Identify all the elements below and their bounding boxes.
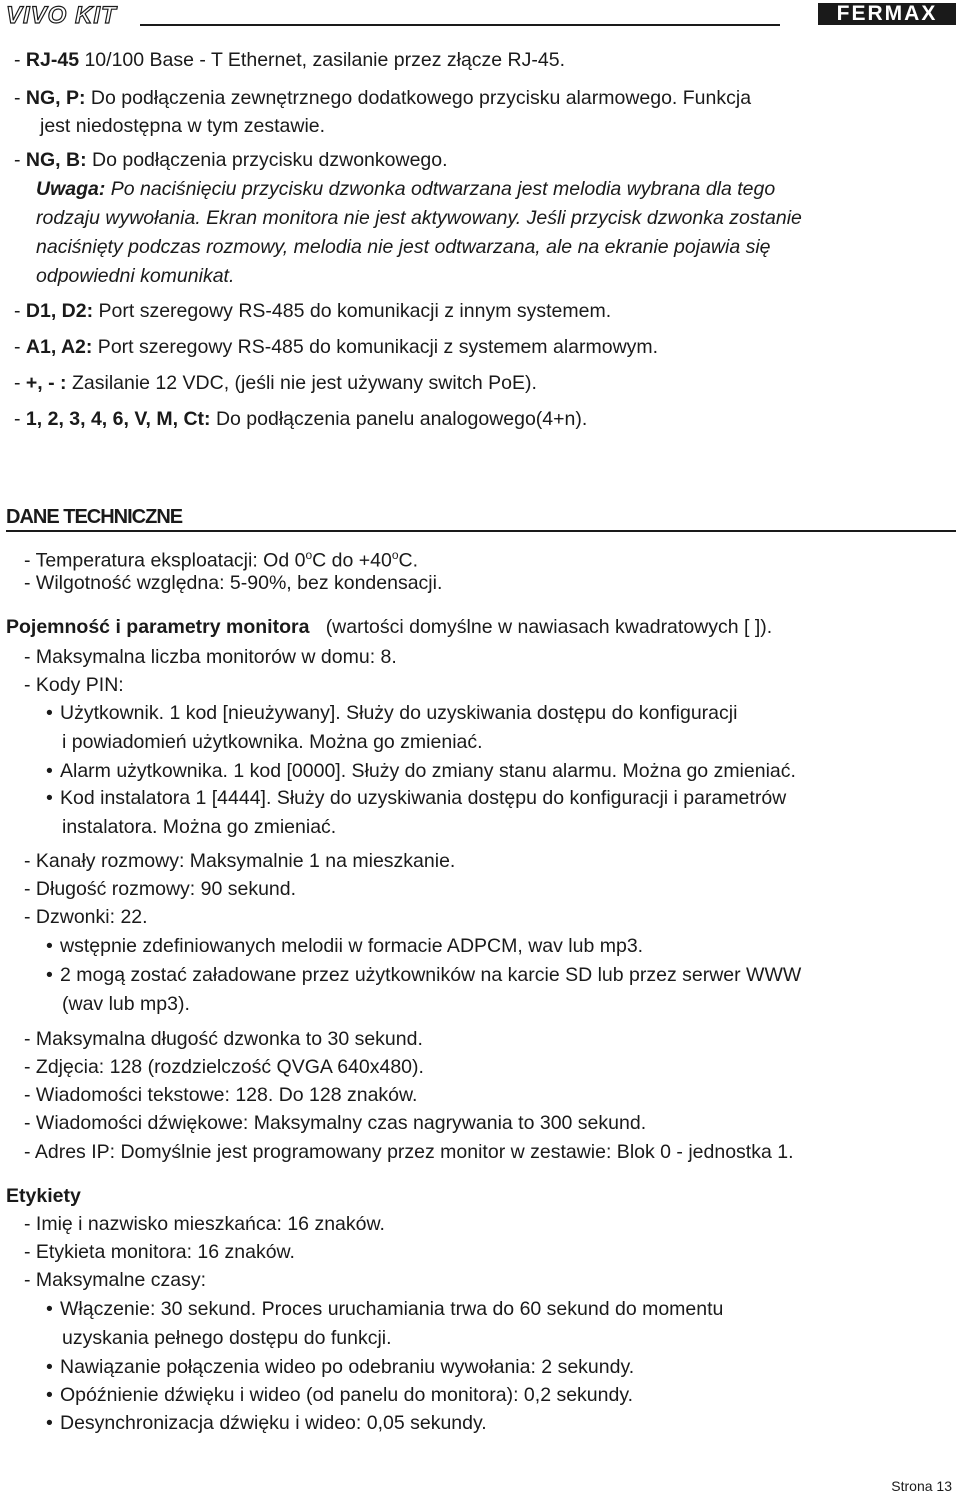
labels-max-times: - Maksymalne czasy:: [24, 1269, 207, 1291]
section-rule: [6, 530, 956, 532]
connector-ng-p: - NG, P: Do podłączenia zewnętrznego dodatkowego przycisku alarmowego. Funkcja: [14, 87, 752, 109]
section-title-tech: DANE TECHNICZNE: [6, 506, 183, 528]
capacity-channels: - Kanały rozmowy: Maksymalnie 1 na mieszkanie.: [24, 850, 456, 872]
time-power-on-cont: uzyskania pełnego dostępu do funkcji.: [62, 1327, 392, 1349]
connector-power: - +, - : Zasilanie 12 VDC, (jeśli nie jest używany switch PoE).: [14, 372, 537, 394]
note-line-1: Uwaga: Po naciśnięciu przycisku dzwonka odtwarzana jest melodia wybrana dla tego: [36, 178, 776, 200]
header-rule: [140, 24, 780, 26]
connector-ng-p-cont: jest niedostępna w tym zestawie.: [40, 115, 326, 137]
capacity-ip: - Adres IP: Domyślnie jest programowany przez monitor w zestawie: Blok 0 - jednostka 1.: [24, 1141, 794, 1163]
time-desync: • Desynchronizacja dźwięku i wideo: 0,05 sekundy.: [46, 1412, 487, 1434]
time-delay: • Opóźnienie dźwięku i wideo (od panelu do monitora): 0,2 sekundy.: [46, 1384, 634, 1406]
fermax-logo: FERMAX: [818, 3, 956, 25]
connector-d1-d2: - D1, D2: Port szeregowy RS-485 do komunikacji z innym systemem.: [14, 300, 612, 322]
capacity-max-monitors: - Maksymalna liczba monitorów w domu: 8.: [24, 646, 397, 668]
pin-installer-cont: instalatora. Można go zmieniać.: [62, 816, 337, 838]
capacity-photos: - Zdjęcia: 128 (rozdzielczość QVGA 640x480).: [24, 1056, 424, 1078]
time-video-conn: • Nawiązanie połączenia wideo po odebraniu wywołania: 2 sekundy.: [46, 1356, 635, 1378]
labels-name: - Imię i nazwisko mieszkańca: 16 znaków.: [24, 1213, 385, 1235]
ring-upload: • 2 mogą zostać załadowane przez użytkowników na karcie SD lub przez serwer WWW: [46, 964, 802, 986]
capacity-heading: Pojemność i parametry monitora (wartości domyślne w nawiasach kwadratowych [ ]).: [6, 616, 773, 638]
tech-humidity: - Wilgotność względna: 5-90%, bez kondensacji.: [24, 572, 443, 594]
capacity-pin-title: - Kody PIN:: [24, 674, 124, 696]
connector-ng-b: - NG, B: Do podłączenia przycisku dzwonkowego.: [14, 149, 448, 171]
pin-installer: • Kod instalatora 1 [4444]. Służy do uzyskiwania dostępu do konfiguracji i parametrów: [46, 787, 787, 809]
connector-rj45: - RJ-45 10/100 Base - T Ethernet, zasilanie przez złącze RJ-45.: [14, 49, 565, 71]
capacity-max-ring: - Maksymalna długość dzwonka to 30 sekund.: [24, 1028, 423, 1050]
capacity-duration: - Długość rozmowy: 90 sekund.: [24, 878, 297, 900]
note-line-3: naciśnięty podczas rozmowy, melodia nie jest odtwarzana, ale na ekranie pojawia się: [36, 236, 771, 258]
note-line-2: rodzaju wywołania. Ekran monitora nie jest aktywowany. Jeśli przycisk dzwonka zostanie: [36, 207, 802, 229]
vivo-kit-logo: VIVO KIT: [6, 2, 117, 29]
pin-user-cont: i powiadomień użytkownika. Można go zmieniać.: [62, 731, 483, 753]
tech-temperature: - Temperatura eksploatacji: Od 0$^o$C do $+40^oC$.: [24, 548, 419, 572]
ring-upload-cont: (wav lub mp3).: [62, 993, 190, 1015]
connector-a1-a2: - A1, A2: Port szeregowy RS-485 do komunikacji z systemem alarmowym.: [14, 336, 659, 358]
pin-user: • Użytkownik. 1 kod [nieużywany]. Służy do uzyskiwania dostępu do konfiguracji: [46, 702, 738, 724]
time-power-on: • Włączenie: 30 sekund. Proces uruchamiania trwa do 60 sekund do momentu: [46, 1298, 724, 1320]
labels-heading: Etykiety: [6, 1185, 81, 1207]
page-number: Strona 13: [891, 1478, 952, 1494]
labels-monitor: - Etykieta monitora: 16 znaków.: [24, 1241, 295, 1263]
connector-analog: - 1, 2, 3, 4, 6, V, M, Ct: Do podłączenia panelu analogowego(4+n).: [14, 408, 588, 430]
note-line-4: odpowiedni komunikat.: [36, 265, 235, 287]
capacity-texts: - Wiadomości tekstowe: 128. Do 128 znaków.: [24, 1084, 418, 1106]
pin-alarm: • Alarm użytkownika. 1 kod [0000]. Służy do zmiany stanu alarmu. Można go zmieniać.: [46, 760, 796, 782]
ring-predefined: • wstępnie zdefiniowanych melodii w formacie ADPCM, wav lub mp3.: [46, 935, 644, 957]
capacity-ringtones: - Dzwonki: 22.: [24, 906, 148, 928]
capacity-voice: - Wiadomości dźwiękowe: Maksymalny czas nagrywania to 300 sekund.: [24, 1112, 647, 1134]
